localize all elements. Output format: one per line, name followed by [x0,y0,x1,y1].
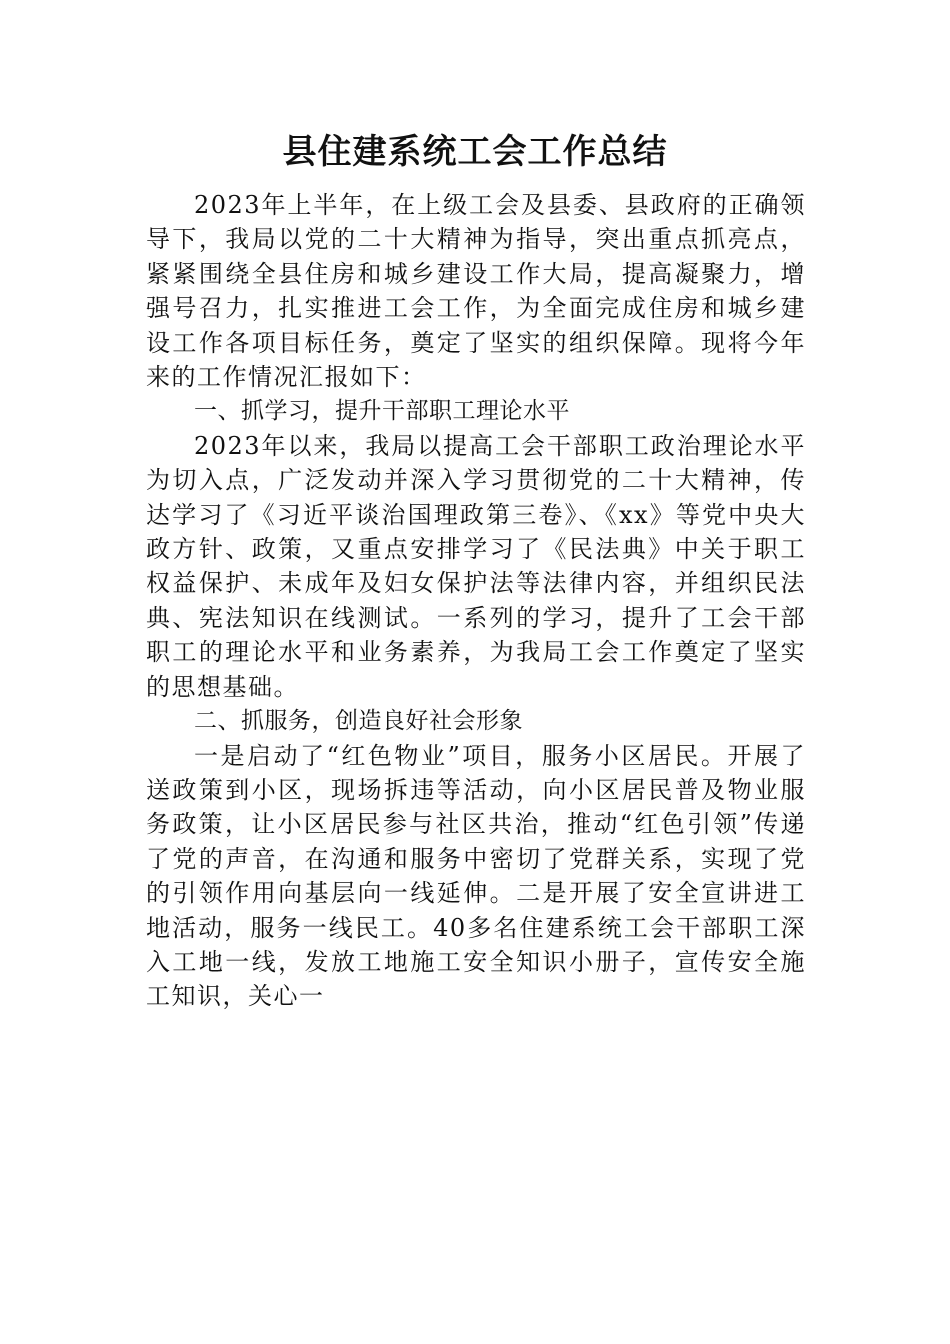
document-title: 县住建系统工会工作总结 [282,132,668,172]
section-heading-2: 二、抓服务，创造良好社会形象 [194,708,523,735]
section-heading-1: 一、抓学习，提升干部职工理论水平 [194,398,570,425]
paragraph-study: 2023年以来，我局以提高工会干部职工政治理论水平为切入点，广泛发动并深入学习贯彻党的二十大精神，传达学习了《习近平谈治国理政第三卷》、《xx》等党中央大政方针、政策，又重点安排学习了《民法典》中关于职工权益保护、未成年及妇女保护法等法律内容，并组织民法典、宪法知识在线测试。一系列的学习，提升了工会干部职工的理论水平和业务素养，为我局工会工作奠定了坚实的思想基础。 [146,431,806,701]
paragraph-intro: 2023年上半年，在上级工会及县委、县政府的正确领导下，我局以党的二十大精神为指导，突出重点抓亮点，紧紧围绕全县住房和城乡建设工作大局，提高凝聚力，增强号召力，扎实推进工会工作，为全面完成住房和城乡建设工作各项目标任务，奠定了坚实的组织保障。现将今年来的工作情况汇报如下： [146,191,806,392]
paragraph-service: 一是启动了“红色物业”项目，服务小区居民。开展了送政策到小区，现场拆违等活动，向小区居民普及物业服务政策，让小区居民参与社区共治，推动“红色引领”传递了党的声音，在沟通和服务中密切了党群关系，实现了党的引领作用向基层向一线延伸。二是开展了安全宣讲进工地活动，服务一线民工。40多名住建系统工会干部职工深入工地一线，发放工地施工安全知识小册子，宣传安全施工知识，关心一 [146,741,806,1011]
document-body [146,188,806,1014]
